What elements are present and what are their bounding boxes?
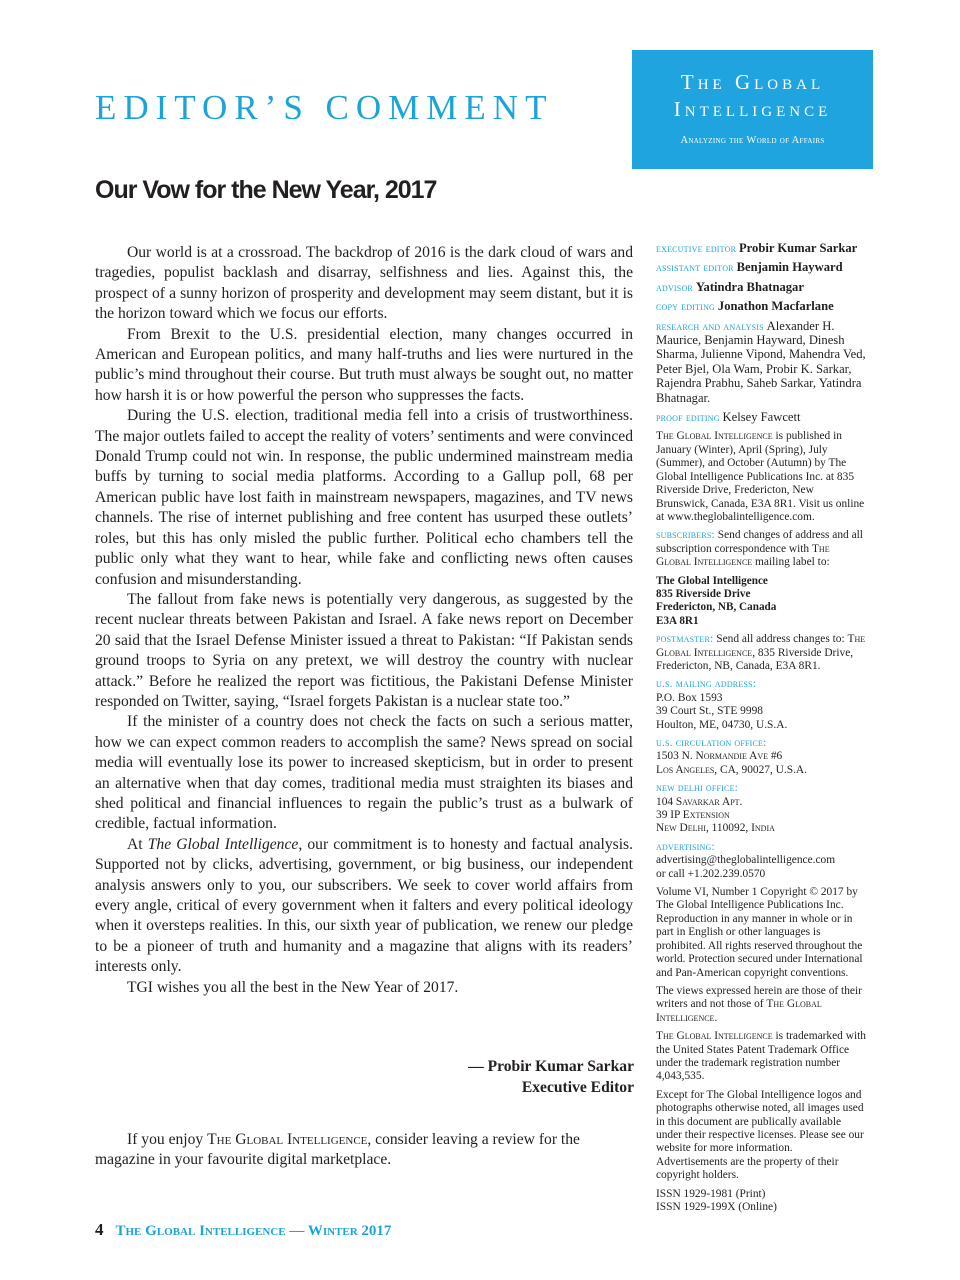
address-line: 1503 N. Normandie Ave #6 [656,750,783,763]
body-paragraph [95,835,633,978]
masthead-line1: The Global [680,70,825,94]
new-delhi-label: new delhi office: [656,782,739,795]
publication-brand: The Global Intelligence [656,542,830,569]
copyright-notice: Volume VI, Number 1 Copyright © 2017 by The Global Intelligence Publications Inc. Reproduction in any manner in whole or in part in English or other languages is prohibited. All rights reserved throughout the world. Protection secured under International and Pan-American copyright conventions. [656,886,863,979]
publishing-text: is published in January (Winter), April (Spring), July (Summer), and October (Autumn) by The Global Intelligence Publications Inc. at 835 Riverside Drive, Fredericton, New Brunswick, Canada, E3A 8R1. Visit us online at www.theglobalintelligence.com. [656,430,865,523]
publication-brand: The Global Intelligence [656,1030,773,1043]
review-text: , consider leaving a review for the magazine in your favourite digital marketplace. [95,1131,580,1169]
publication-brand: The Global Intelligence [656,998,822,1024]
role-value: Jonathon Macfarlane [717,299,834,314]
signature-title: Executive Editor [521,1079,634,1096]
address-line: P.O. Box 1593 [656,691,723,704]
address-line: Fredericton, NB, Canada [656,601,777,614]
advertising-email[interactable]: advertising@theglobalintelligence.com [656,854,836,867]
role-value: Alexander H. Maurice, Benjamin Hayward, Dinesh Sharma, Julienne Vipond, Mahendra Ved, Peter Bjel, Ola Wam, Probir K. Sarkar, Rajendra Prabhu, Saheb Sarkar, Yatindra Bhatnagar. [656,318,866,405]
sidebar-role [656,300,866,314]
role-label: advisor [656,281,693,294]
running-head: The Global Intelligence — Winter 2017 [115,1223,392,1239]
advertising-info [656,841,866,881]
publishing-info [656,430,866,524]
role-label: proof editing [656,412,720,425]
issn-print: ISSN 1929-1981 (Print) [656,1187,766,1200]
review-text: If you enjoy [127,1131,208,1148]
postmaster-label: postmaster: [656,633,714,646]
role-value: Kelsey Fawcett [722,410,801,425]
section-title: EDITOR’S COMMENT [95,88,554,127]
trademark-notice [656,1030,866,1084]
postmaster-info [656,633,866,673]
subscribers-label: subscribers: [656,529,715,542]
address-line: Houlton, ME, 04730, U.S.A. [656,718,788,731]
issn-online: ISSN 1929-199X (Online) [656,1201,777,1213]
advertising-phone: or call +1.202.239.0570 [656,867,766,880]
body-paragraph: If the minister of a country does not check the facts on such a serious matter, how we can expect common readers to accomplish the same? News spread on social media will eventually lose its power to increased skepticism, but in order to present an alternative when that day comes, traditional media must straighten its biases and shed political and financial influences to regain the public’s trust as a bulwark of credible, factual information. [95,713,633,833]
mailing-address [656,575,866,629]
us-mailing-label: u.s. mailing address: [656,678,757,691]
sidebar-role [656,411,866,425]
address-line: The Global Intelligence [656,574,768,587]
new-delhi-info [656,782,866,836]
views-text: . [714,1011,718,1024]
sidebar-role [656,261,866,275]
address-line: 104 Savarkar Apt. [656,795,743,808]
role-label: assistant editor [656,262,734,275]
views-text: The views expressed herein are those of their writers and not those of [656,984,862,1011]
address-line: Los Angeles, CA, 90027, U.S.A. [656,763,808,776]
issn-info [656,1188,866,1215]
sidebar-role [656,242,866,256]
role-value: Yatindra Bhatnagar [695,279,804,294]
page-number: 4 [95,1220,104,1239]
body-paragraph: During the U.S. election, traditional media fell into a crisis of trustworthiness. The major outlets failed to accept the reality of voters’ sentiments and were convinced Donald Trump could not win. In response, the public undermined mainstream media buffs by turning to social media platforms. According to a Gallup poll, 68 per American public have lost faith in mainstream newspapers, magazines, and TV news channels. The rise of internet publishing and free content has usurped these outlets’ roles, but this has only misled the public further. Political echo chambers tell the public only what they want to hear, while fake and conflicting news often causes confusion and misunderstanding. [95,407,633,588]
review-brand: The Global Intelligence [207,1131,368,1148]
us-circulation-info [656,737,866,777]
address-line: 39 Court St., STE 9998 [656,705,763,718]
advertising-label: advertising: [656,840,715,853]
address-line: 39 IP Extension [656,809,730,822]
signature-name: — Probir Kumar Sarkar [468,1058,634,1075]
trademark-text: is trademarked with the United States Patent Trademark Office under the trademark registration number 4,043,535. [656,1030,866,1083]
publication-name: The Global Intelligence [147,835,299,853]
masthead-tagline: Analyzing the World of Affairs [680,135,825,146]
subscribers-text: mailing label to: [752,556,830,569]
postmaster-text: , 835 Riverside Drive, Fredericton, NB, Canada, E3A 8R1. [656,646,854,672]
publication-brand: The Global Intelligence [656,633,866,659]
publication-brand: The Global Intelligence [656,430,773,443]
role-value: Benjamin Hayward [736,260,843,275]
us-circulation-label: u.s. circulation office: [656,737,767,749]
sidebar-role [656,281,866,295]
body-paragraph: The fallout from fake news is potentially very dangerous, as suggested by the recent nuclear threats between Pakistan and Israel. A fake news report on December 20 said that the Israel Defense Minister issued a threat to Pakistan: “If Pakistan sends ground troops to Syria on any pretext, we will destroy the country with nuclear attack.” Before he realized the report was fictitious, the Pakistani Defense Minister responded on Twitter, saying, “Israel forgets Pakistan is a nuclear state too.” [95,590,633,710]
role-label: copy editing [656,301,716,314]
role-label: executive editor [656,243,737,255]
masthead-sidebar [656,242,866,1219]
subscribers-info [656,529,866,569]
body-paragraph: From Brexit to the U.S. presidential election, many changes occurred in American and European politics, and many half-truths and lies were nurtured in the public’s mind throughout their course. But truth must always be sought out, no matter how harsh it is or how powerful the person who suppresses the facts. [95,325,633,404]
review-note [95,1130,633,1171]
role-label: research and analysis [656,320,764,333]
address-line: 835 Riverside Drive [656,587,751,600]
address-line: E3A 8R1 [656,614,699,627]
image-license-notice: Except for The Global Intelligence logos and photographs otherwise noted, all images used in this document are publically available under their respective licenses. Please see our website for more information. Advertisements are the property of their copyright holders. [656,1088,864,1182]
masthead-logo [632,50,873,169]
body-text: , our commitment is to honesty and factual analysis. Supported not by clicks, advertising, government, or big business, our independent analysis answers only to you, our subscribers. We seek to cover world affairs from every angle, critical of every government when it falters and every political ideology when it oversteps realities. In this, our sixth year of publication, we renew our pledge to be a pioneer of truth and humanity and a magazine that aligns with its readers’ interests only. [95,835,633,976]
article-headline: Our Vow for the New Year, 2017 [95,176,437,204]
body-text: At [127,835,148,853]
body-paragraph: Our world is at a crossroad. The backdrop of 2016 is the dark cloud of wars and tragedies, populist backlash and disarray, selfishness and lies. Against this, the prospect of a sunny horizon of prosperity and development may seem distant, but it is the horizon toward which we focus our efforts. [95,244,633,323]
views-disclaimer [656,985,866,1025]
article-body [95,243,633,998]
masthead-line2: Intelligence [673,97,832,121]
body-paragraph: TGI wishes you all the best in the New Year of 2017. [127,978,459,996]
page-footer [95,1220,391,1240]
sidebar-role [656,320,866,406]
postmaster-text: Send all address changes to: [713,633,848,646]
address-line: New Delhi, 110092, India [656,822,775,835]
role-value: Probir Kumar Sarkar [738,241,858,255]
us-mailing-info [656,678,866,732]
signature [95,1056,634,1098]
subscribers-text: Send changes of address and all subscription correspondence with [656,529,863,555]
